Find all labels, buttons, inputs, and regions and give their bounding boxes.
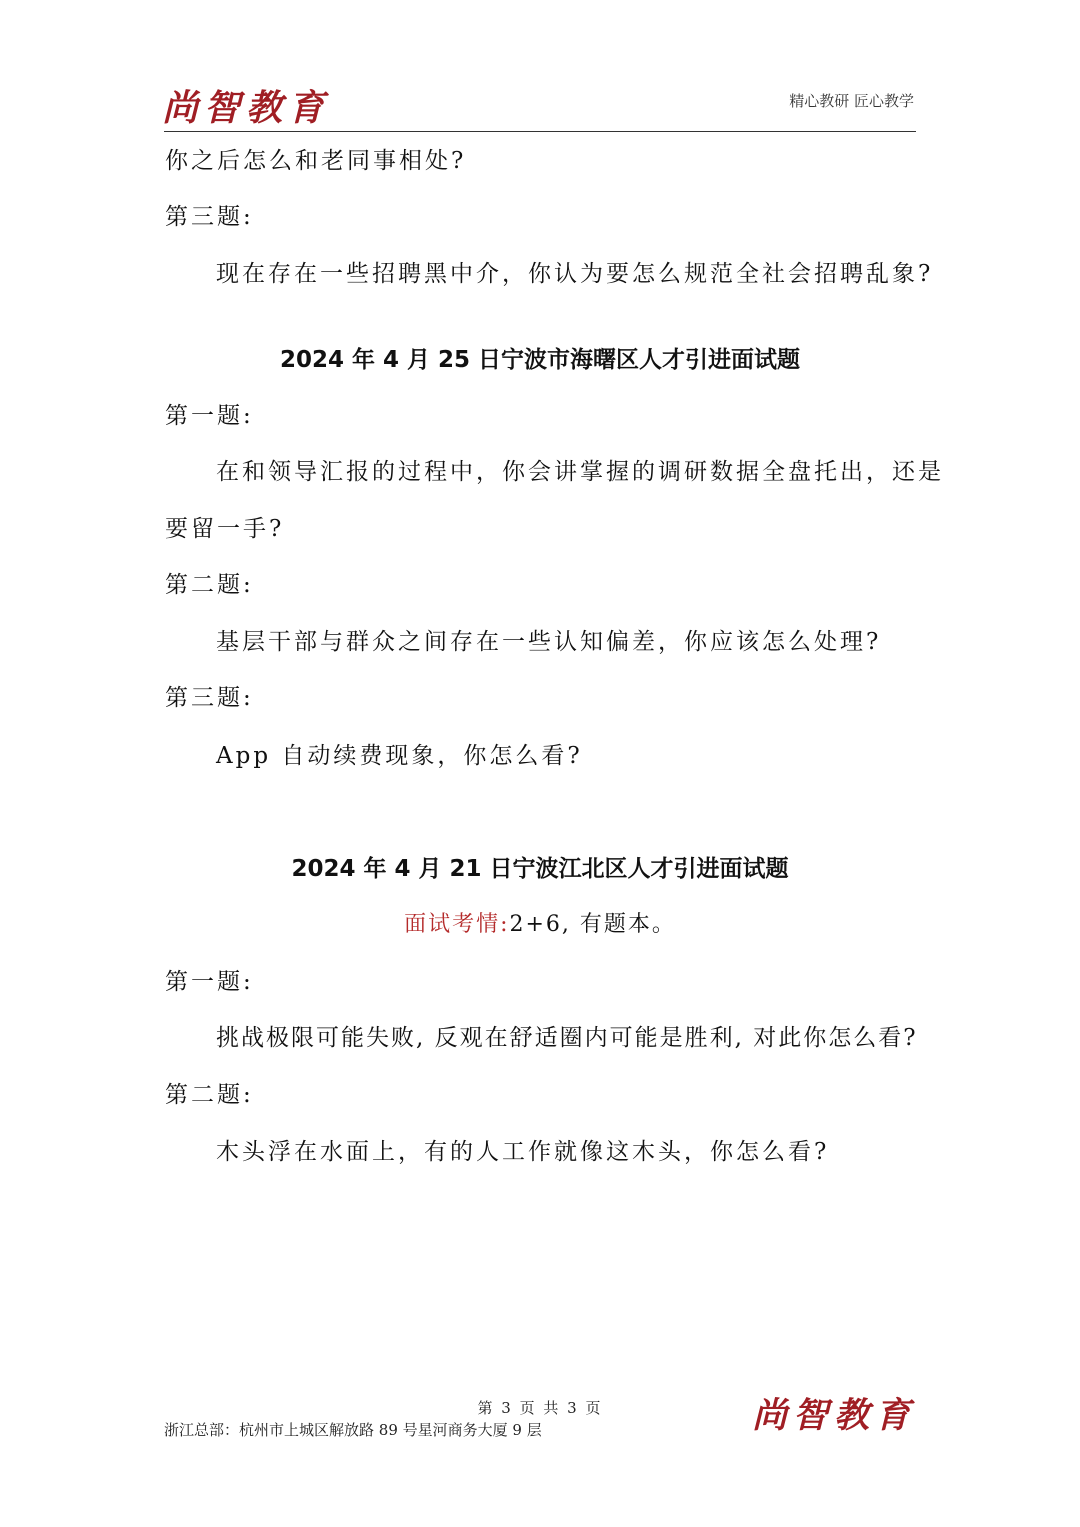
header-divider <box>164 131 916 132</box>
question-label: 第三题: <box>165 685 254 711</box>
question-label: 第一题: <box>165 969 254 995</box>
page-number: 第 3 页 共 3 页 <box>477 1399 603 1417</box>
question-label: 第三题: <box>165 204 254 230</box>
question-text: 木头浮在水面上，有的人工作就像这木头，你怎么看? <box>216 1139 830 1165</box>
question-text: 基层干部与群众之间存在一些认知偏差，你应该怎么处理? <box>216 629 882 655</box>
question-text-continued: 你之后怎么和老同事相处? <box>165 148 467 174</box>
question-text-continued: 要留一手? <box>165 516 285 542</box>
question-text: 在和领导汇报的过程中，你会讲掌握的调研数据全盘托出，还是 <box>216 459 944 485</box>
question-text: App 自动续费现象，你怎么看? <box>216 743 583 769</box>
interview-info <box>0 909 1080 941</box>
interview-info-text: 2+6, 有题本。 <box>509 912 676 937</box>
footer-logo: 尚智教育 <box>751 1395 916 1436</box>
question-label: 第二题: <box>165 1082 254 1108</box>
interview-info-label: 面试考情: <box>404 912 510 937</box>
brand-logo: 尚智教育 <box>162 87 331 129</box>
header-slogan: 精心教研 匠心教学 <box>789 92 914 110</box>
section-title: 2024 年 4 月 21 日宁波江北区人才引进面试题 <box>291 856 789 882</box>
footer-address: 浙江总部：杭州市上城区解放路 89 号星河商务大厦 9 层 <box>164 1421 542 1439</box>
question-label: 第二题: <box>165 572 254 598</box>
section-title: 2024 年 4 月 25 日宁波市海曙区人才引进面试题 <box>279 347 801 373</box>
question-text: 现在存在一些招聘黑中介，你认为要怎么规范全社会招聘乱象? <box>216 261 934 287</box>
question-label: 第一题: <box>165 403 254 429</box>
question-text: 挑战极限可能失败, 反观在舒适圈内可能是胜利, 对此你怎么看? <box>216 1025 918 1051</box>
